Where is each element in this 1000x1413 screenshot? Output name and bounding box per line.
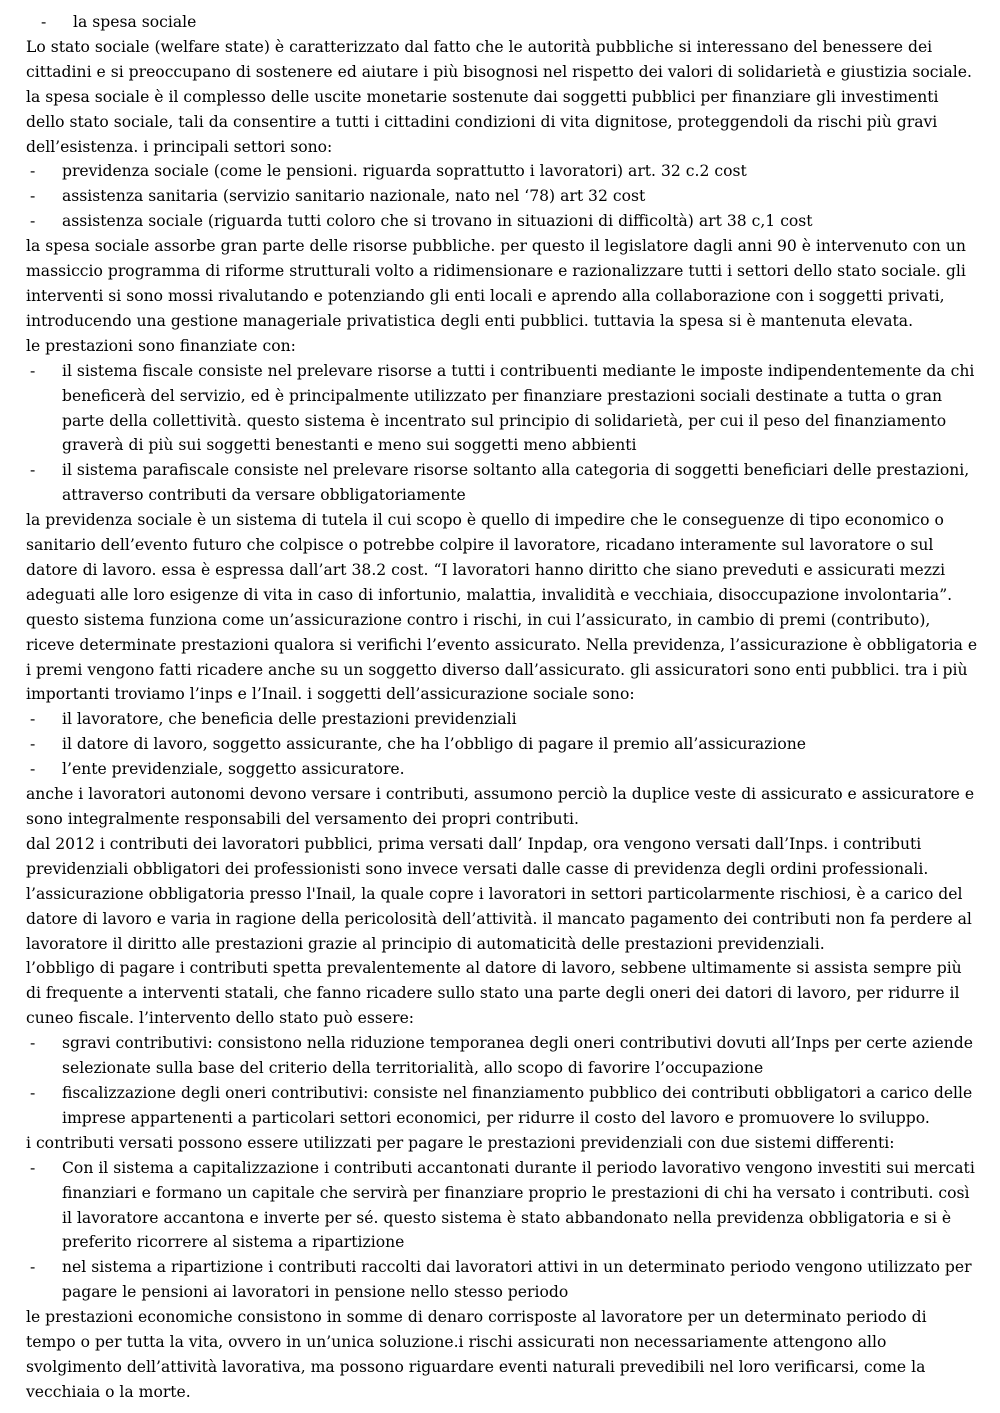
list-item: [26, 458, 978, 508]
bullet-dash: -: [30, 212, 36, 231]
paragraph: le prestazioni economiche consistono in somme di denaro corrisposte al lavoratore per un determinato periodo di tempo o per tutta la vita, ovvero in un’unica soluzione.i rischi assicurati non necessariamente attengono allo svolgimento dell’attività lavorativa, ma possono riguardare eventi naturali prevedibili nel loro verificarsi, come la vecchiaia o la morte.: [26, 1308, 927, 1401]
bullet-dash: -: [30, 461, 36, 480]
list-item: [26, 159, 978, 184]
list-item: [26, 1255, 978, 1305]
list-item-text: il sistema parafiscale consiste nel prelevare risorse soltanto alla categoria di soggetti beneficiari delle prestazioni, attraverso contributi da versare obbligatoriamente: [62, 461, 970, 505]
list-item: [26, 732, 978, 757]
bullet-dash: -: [30, 710, 36, 729]
bullet-list: [26, 1156, 978, 1305]
paragraph: l’obbligo di pagare i contributi spetta prevalentemente al datore di lavoro, sebbene ultimamente si assista sempre più di frequente a interventi statali, che fanno ricadere sullo stato una parte degli oneri dei datori di lavoro, per ridurre il cuneo fiscale. l’intervento dello stato può essere:: [26, 959, 962, 1028]
bullet-dash: -: [30, 760, 36, 779]
bullet-list: [26, 159, 978, 234]
paragraph: dal 2012 i contributi dei lavoratori pubblici, prima versati dall’ Inpdap, ora vengono versati dall’Inps. i contributi previdenziali obbligatori dei professionisti sono invece versati dalle casse di previdenza degli ordini professionali. l’assicurazione obbligatoria presso l'Inail, la quale copre i lavoratori in settori particolarmente rischiosi, è a carico del datore di lavoro e varia in ragione della pericolosità dell’attività. il mancato pagamento dei contributi non fa perdere al lavoratore il diritto alle prestazioni grazie al principio di automaticità delle prestazioni previdenziali.: [26, 834, 972, 953]
bullet-list: [26, 359, 978, 508]
bullet-dash: -: [41, 13, 47, 31]
list-item: [26, 184, 978, 209]
list-item: [26, 1031, 978, 1081]
paragraph: le prestazioni sono finanziate con:: [26, 336, 296, 355]
list-item-text: la spesa sociale: [73, 13, 197, 31]
bullet-dash: -: [30, 361, 36, 380]
paragraph: la previdenza sociale è un sistema di tutela il cui scopo è quello di impedire che le conseguenze di tipo economico o sanitario dell’evento futuro che colpisce o potrebbe colpire il lavoratore, ricadano interamente sul lavoratore o sul datore di lavoro. essa è espressa dall’art 38.2 cost. “I lavoratori hanno diritto che siano preveduti e assicurati mezzi adeguati alle loro esigenze di vita in caso di infortunio, malattia, invalidità e vecchiaia, disoccupazione involontaria”.: [26, 511, 953, 604]
bullet-dash: -: [30, 735, 36, 754]
bullet-dash: -: [30, 1158, 36, 1177]
bullet-dash: -: [30, 1258, 36, 1277]
list-item: [26, 1156, 978, 1256]
list-item: [26, 707, 978, 732]
list-item-text: assistenza sociale (riguarda tutti coloro che si trovano in situazioni di difficoltà) art 38 c,1 cost: [62, 212, 813, 231]
paragraph: anche i lavoratori autonomi devono versare i contributi, assumono perciò la duplice veste di assicurato e assicuratore e sono integralmente responsabili del versamento dei propri contributi.: [26, 785, 975, 828]
list-item-text: il lavoratore, che beneficia delle prestazioni previdenziali: [62, 710, 517, 729]
list-item-text: assistenza sanitaria (servizio sanitario nazionale, nato nel ‘78) art 32 cost: [62, 187, 646, 206]
list-item: [26, 209, 978, 234]
document-body: [26, 35, 978, 1405]
bullet-dash: -: [30, 162, 36, 181]
list-item-text: previdenza sociale (come le pensioni. riguarda soprattutto i lavoratori) art. 32 c.2 cost: [62, 162, 747, 181]
bullet-list: [26, 707, 978, 782]
bullet-dash: -: [30, 1034, 36, 1053]
list-item-text: sgravi contributivi: consistono nella riduzione temporanea degli oneri contributivi dovuti all’Inps per certe aziende selezionate sulla base del criterio della territorialità, allo scopo di favorire l’occupazione: [62, 1034, 973, 1078]
paragraph: questo sistema funziona come un’assicurazione contro i rischi, in cui l’assicurato, in cambio di premi (contributo), riceve determinate prestazioni qualora si verifichi l’evento assicurato. Nella previdenza, l’assicurazione è obbligatoria e i premi vengono fatti ricadere anche su un soggetto diverso dall’assicurato. gli assicuratori sono enti pubblici. tra i più importanti troviamo l’inps e l’Inail. i soggetti dell’assicurazione sociale sono:: [26, 610, 978, 704]
bullet-list: [26, 1031, 978, 1131]
bullet-dash: -: [30, 187, 36, 206]
list-item-text: nel sistema a ripartizione i contributi raccolti dai lavoratori attivi in un determinato periodo vengono utilizzato per pagare le pensioni ai lavoratori in pensione nello stesso periodo: [62, 1258, 972, 1302]
paragraph: la spesa sociale assorbe gran parte delle risorse pubbliche. per questo il legislatore dagli anni 90 è intervenuto con un massiccio programma di riforme strutturali volto a ridimensionare e razionalizzare tutti i settori dello stato sociale. gli interventi si sono mossi rivalutando e potenziando gli enti locali e aprendo alla collaborazione con i soggetti privati, introducendo una gestione manageriale privatistica degli enti pubblici. tuttavia la spesa si è mantenuta elevata.: [26, 237, 966, 330]
list-item: [26, 757, 978, 782]
paragraph: Lo stato sociale (welfare state) è caratterizzato dal fatto che le autorità pubbliche si interessano del benessere dei cittadini e si preoccupano di sostenere ed aiutare i più bisognosi nel rispetto dei valori di solidarietà e giustizia sociale. la spesa sociale è il complesso delle uscite monetarie sostenute dai soggetti pubblici per finanziare gli investimenti dello stato sociale, tali da consentire a tutti i cittadini condizioni di vita dignitose, proteggendoli da rischi più gravi dell’esistenza. i principali settori sono:: [26, 37, 972, 156]
bullet-dash: -: [30, 1083, 36, 1102]
paragraph: i contributi versati possono essere utilizzati per pagare le prestazioni previdenziali con due sistemi differenti:: [26, 1133, 895, 1152]
list-item: [26, 1081, 978, 1131]
list-item-text: l’ente previdenziale, soggetto assicuratore.: [62, 760, 405, 779]
list-item: [26, 359, 978, 459]
list-item: [26, 10, 978, 35]
list-item-text: il datore di lavoro, soggetto assicurante, che ha l’obbligo di pagare il premio all’assicurazione: [62, 735, 807, 754]
list-item-text: Con il sistema a capitalizzazione i contributi accantonati durante il periodo lavorativo vengono investiti sui mercati finanziari e formano un capitale che servirà per finanziare proprio le prestazioni di chi ha versato i contributi. così il lavoratore accantona e inverte per sé. questo sistema è stato abbandonato nella previdenza obbligatoria e si è preferito ricorrere al sistema a ripartizione: [62, 1158, 975, 1252]
list-item-text: fiscalizzazione degli oneri contributivi: consiste nel finanziamento pubblico dei contributi obbligatori a carico delle imprese appartenenti a particolari settori economici, per ridurre il costo del lavoro e promuovere lo sviluppo.: [62, 1083, 973, 1127]
list-item-text: il sistema fiscale consiste nel prelevare risorse a tutti i contribuenti mediante le imposte indipendentemente da chi beneficerà del servizio, ed è principalmente utilizzato per finanziare prestazioni sociali destinate a tutta o gran parte della collettività. questo sistema è incentrato sul principio di solidarietà, per cui il peso del finanziamento graverà di più sui soggetti benestanti e meno sui soggetti meno abbienti: [62, 361, 975, 455]
